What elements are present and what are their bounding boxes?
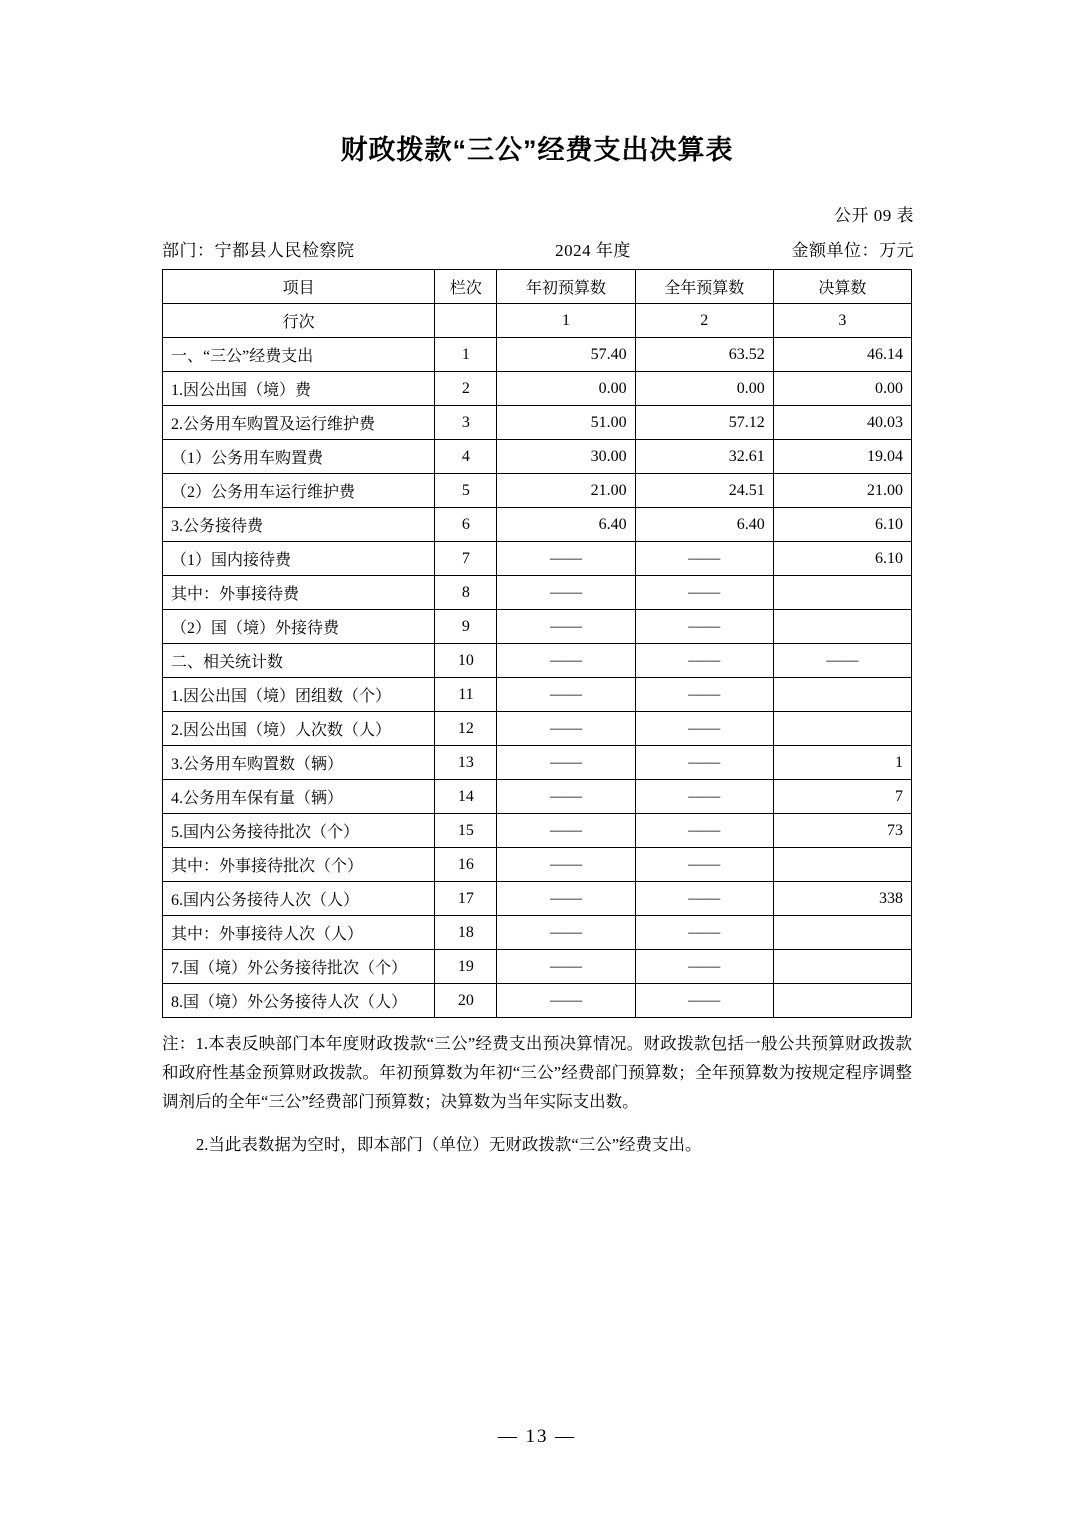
row-item-label: 2.因公出国（境）人次数（人） [163, 712, 435, 746]
note-2: 2.当此表数据为空时，即本部门（单位）无财政拨款“三公”经费支出。 [196, 1134, 702, 1154]
row-initial-budget: —— [497, 644, 635, 678]
row-full-year-budget: 57.12 [635, 406, 773, 440]
row-number: 20 [435, 984, 497, 1018]
row-item-label: （1）公务用车购置费 [163, 440, 435, 474]
row-final-accounts: 0.00 [773, 372, 911, 406]
row-initial-budget: —— [497, 610, 635, 644]
header-column-no: 栏次 [435, 270, 497, 304]
row-number: 15 [435, 814, 497, 848]
row-initial-budget: 57.40 [497, 338, 635, 372]
row-full-year-budget: —— [635, 678, 773, 712]
row-full-year-budget: 24.51 [635, 474, 773, 508]
row-number: 10 [435, 644, 497, 678]
table-row [163, 406, 912, 440]
table-row [163, 950, 912, 984]
row-initial-budget: —— [497, 814, 635, 848]
row-item-label: 2.公务用车购置及运行维护费 [163, 406, 435, 440]
row-number: 5 [435, 474, 497, 508]
row-final-accounts [773, 712, 911, 746]
note-1: 注：1.本表反映部门本年度财政拨款“三公”经费支出预决算情况。财政拨款包括一般公共预算财政拨款和政府性基金预算财政拨款。年初预算数为年初“三公”经费部门预算数；全年预算数为按规定程序调整调剂后的全年“三公”经费部门预算数；决算数为当年实际支出数。 [162, 1034, 912, 1111]
year-label: 2024 年度 [555, 241, 631, 260]
row-final-accounts: 338 [773, 882, 911, 916]
table-row [163, 508, 912, 542]
row-item-label: 其中：外事接待费 [163, 576, 435, 610]
table-header-row [163, 270, 912, 304]
row-number: 11 [435, 678, 497, 712]
row-initial-budget: 6.40 [497, 508, 635, 542]
row-number: 16 [435, 848, 497, 882]
table-row [163, 678, 912, 712]
row-number: 8 [435, 576, 497, 610]
row-number: 14 [435, 780, 497, 814]
row-full-year-budget: —— [635, 848, 773, 882]
row-final-accounts: 40.03 [773, 406, 911, 440]
row-full-year-budget: —— [635, 814, 773, 848]
sheet-code: 公开 09 表 [834, 206, 914, 225]
table-row [163, 712, 912, 746]
row-number: 13 [435, 746, 497, 780]
row-full-year-budget: —— [635, 576, 773, 610]
table-row [163, 780, 912, 814]
header-full-year-budget: 全年预算数 [635, 270, 773, 304]
table-row [163, 474, 912, 508]
row-initial-budget: 30.00 [497, 440, 635, 474]
row-full-year-budget: —— [635, 950, 773, 984]
row-number: 12 [435, 712, 497, 746]
row-final-accounts: —— [773, 644, 911, 678]
row-full-year-budget: 6.40 [635, 508, 773, 542]
row-item-label: 一、“三公”经费支出 [163, 338, 435, 372]
row-initial-budget: 0.00 [497, 372, 635, 406]
row-number: 18 [435, 916, 497, 950]
row-initial-budget: —— [497, 712, 635, 746]
row-item-label: （2）公务用车运行维护费 [163, 474, 435, 508]
row-full-year-budget: —— [635, 610, 773, 644]
row-final-accounts: 6.10 [773, 542, 911, 576]
row-number: 1 [435, 338, 497, 372]
row-full-year-budget: 0.00 [635, 372, 773, 406]
row-final-accounts [773, 950, 911, 984]
row-item-label: 6.国内公务接待人次（人） [163, 882, 435, 916]
header-item: 项目 [163, 270, 435, 304]
table-row [163, 644, 912, 678]
table-row [163, 440, 912, 474]
table-row [163, 746, 912, 780]
row-initial-budget: —— [497, 950, 635, 984]
table-row [163, 610, 912, 644]
row-item-label: 3.公务接待费 [163, 508, 435, 542]
header-final-accounts: 决算数 [773, 270, 911, 304]
table-row [163, 814, 912, 848]
row-item-label: 7.国（境）外公务接待批次（个） [163, 950, 435, 984]
table-row [163, 984, 912, 1018]
row-initial-budget: —— [497, 780, 635, 814]
row-final-accounts: 46.14 [773, 338, 911, 372]
page-number: — 13 — [497, 1426, 577, 1447]
table-row [163, 882, 912, 916]
table-row [163, 848, 912, 882]
three-public-expenditure-table [162, 269, 912, 1018]
row-index-3: 3 [773, 304, 911, 338]
row-item-label: 3.公务用车购置数（辆） [163, 746, 435, 780]
row-final-accounts [773, 984, 911, 1018]
table-row-index [163, 304, 912, 338]
row-index-1: 1 [497, 304, 635, 338]
row-initial-budget: —— [497, 882, 635, 916]
row-full-year-budget: —— [635, 984, 773, 1018]
table-row [163, 372, 912, 406]
row-full-year-budget: —— [635, 746, 773, 780]
row-final-accounts: 73 [773, 814, 911, 848]
row-number: 19 [435, 950, 497, 984]
row-final-accounts: 1 [773, 746, 911, 780]
row-initial-budget: —— [497, 916, 635, 950]
row-final-accounts [773, 610, 911, 644]
row-final-accounts: 19.04 [773, 440, 911, 474]
row-initial-budget: —— [497, 746, 635, 780]
row-initial-budget: —— [497, 678, 635, 712]
header-initial-budget: 年初预算数 [497, 270, 635, 304]
page-title: 财政拨款“三公”经费支出决算表 [340, 135, 734, 165]
row-number: 2 [435, 372, 497, 406]
table-row [163, 338, 912, 372]
amount-unit-label: 金额单位：万元 [791, 241, 914, 260]
row-item-label: 其中：外事接待人次（人） [163, 916, 435, 950]
row-item-label: 1.因公出国（境）费 [163, 372, 435, 406]
meta-row [0, 236, 1074, 261]
row-index-blank [435, 304, 497, 338]
row-number: 17 [435, 882, 497, 916]
table-row [163, 542, 912, 576]
row-final-accounts: 7 [773, 780, 911, 814]
row-full-year-budget: —— [635, 644, 773, 678]
row-item-label: （1）国内接待费 [163, 542, 435, 576]
row-full-year-budget: —— [635, 882, 773, 916]
row-final-accounts [773, 576, 911, 610]
row-full-year-budget: —— [635, 542, 773, 576]
row-full-year-budget: 32.61 [635, 440, 773, 474]
row-number: 6 [435, 508, 497, 542]
row-full-year-budget: 63.52 [635, 338, 773, 372]
row-item-label: （2）国（境）外接待费 [163, 610, 435, 644]
row-full-year-budget: —— [635, 712, 773, 746]
row-initial-budget: —— [497, 576, 635, 610]
row-initial-budget: —— [497, 542, 635, 576]
row-number: 3 [435, 406, 497, 440]
row-item-label: 5.国内公务接待批次（个） [163, 814, 435, 848]
row-item-label: 4.公务用车保有量（辆） [163, 780, 435, 814]
row-index-2: 2 [635, 304, 773, 338]
row-initial-budget: —— [497, 848, 635, 882]
row-item-label: 二、相关统计数 [163, 644, 435, 678]
row-initial-budget: —— [497, 984, 635, 1018]
row-full-year-budget: —— [635, 780, 773, 814]
row-final-accounts [773, 916, 911, 950]
row-number: 9 [435, 610, 497, 644]
table-notes [162, 1030, 912, 1160]
row-item-label: 1.因公出国（境）团组数（个） [163, 678, 435, 712]
department-label: 部门：宁都县人民检察院 [162, 241, 355, 260]
row-final-accounts [773, 678, 911, 712]
row-index-label: 行次 [163, 304, 435, 338]
table-row [163, 576, 912, 610]
row-full-year-budget: —— [635, 916, 773, 950]
row-final-accounts [773, 848, 911, 882]
row-number: 7 [435, 542, 497, 576]
row-final-accounts: 21.00 [773, 474, 911, 508]
row-number: 4 [435, 440, 497, 474]
row-final-accounts: 6.10 [773, 508, 911, 542]
table-row [163, 916, 912, 950]
row-initial-budget: 51.00 [497, 406, 635, 440]
row-item-label: 8.国（境）外公务接待人次（人） [163, 984, 435, 1018]
row-initial-budget: 21.00 [497, 474, 635, 508]
row-item-label: 其中：外事接待批次（个） [163, 848, 435, 882]
